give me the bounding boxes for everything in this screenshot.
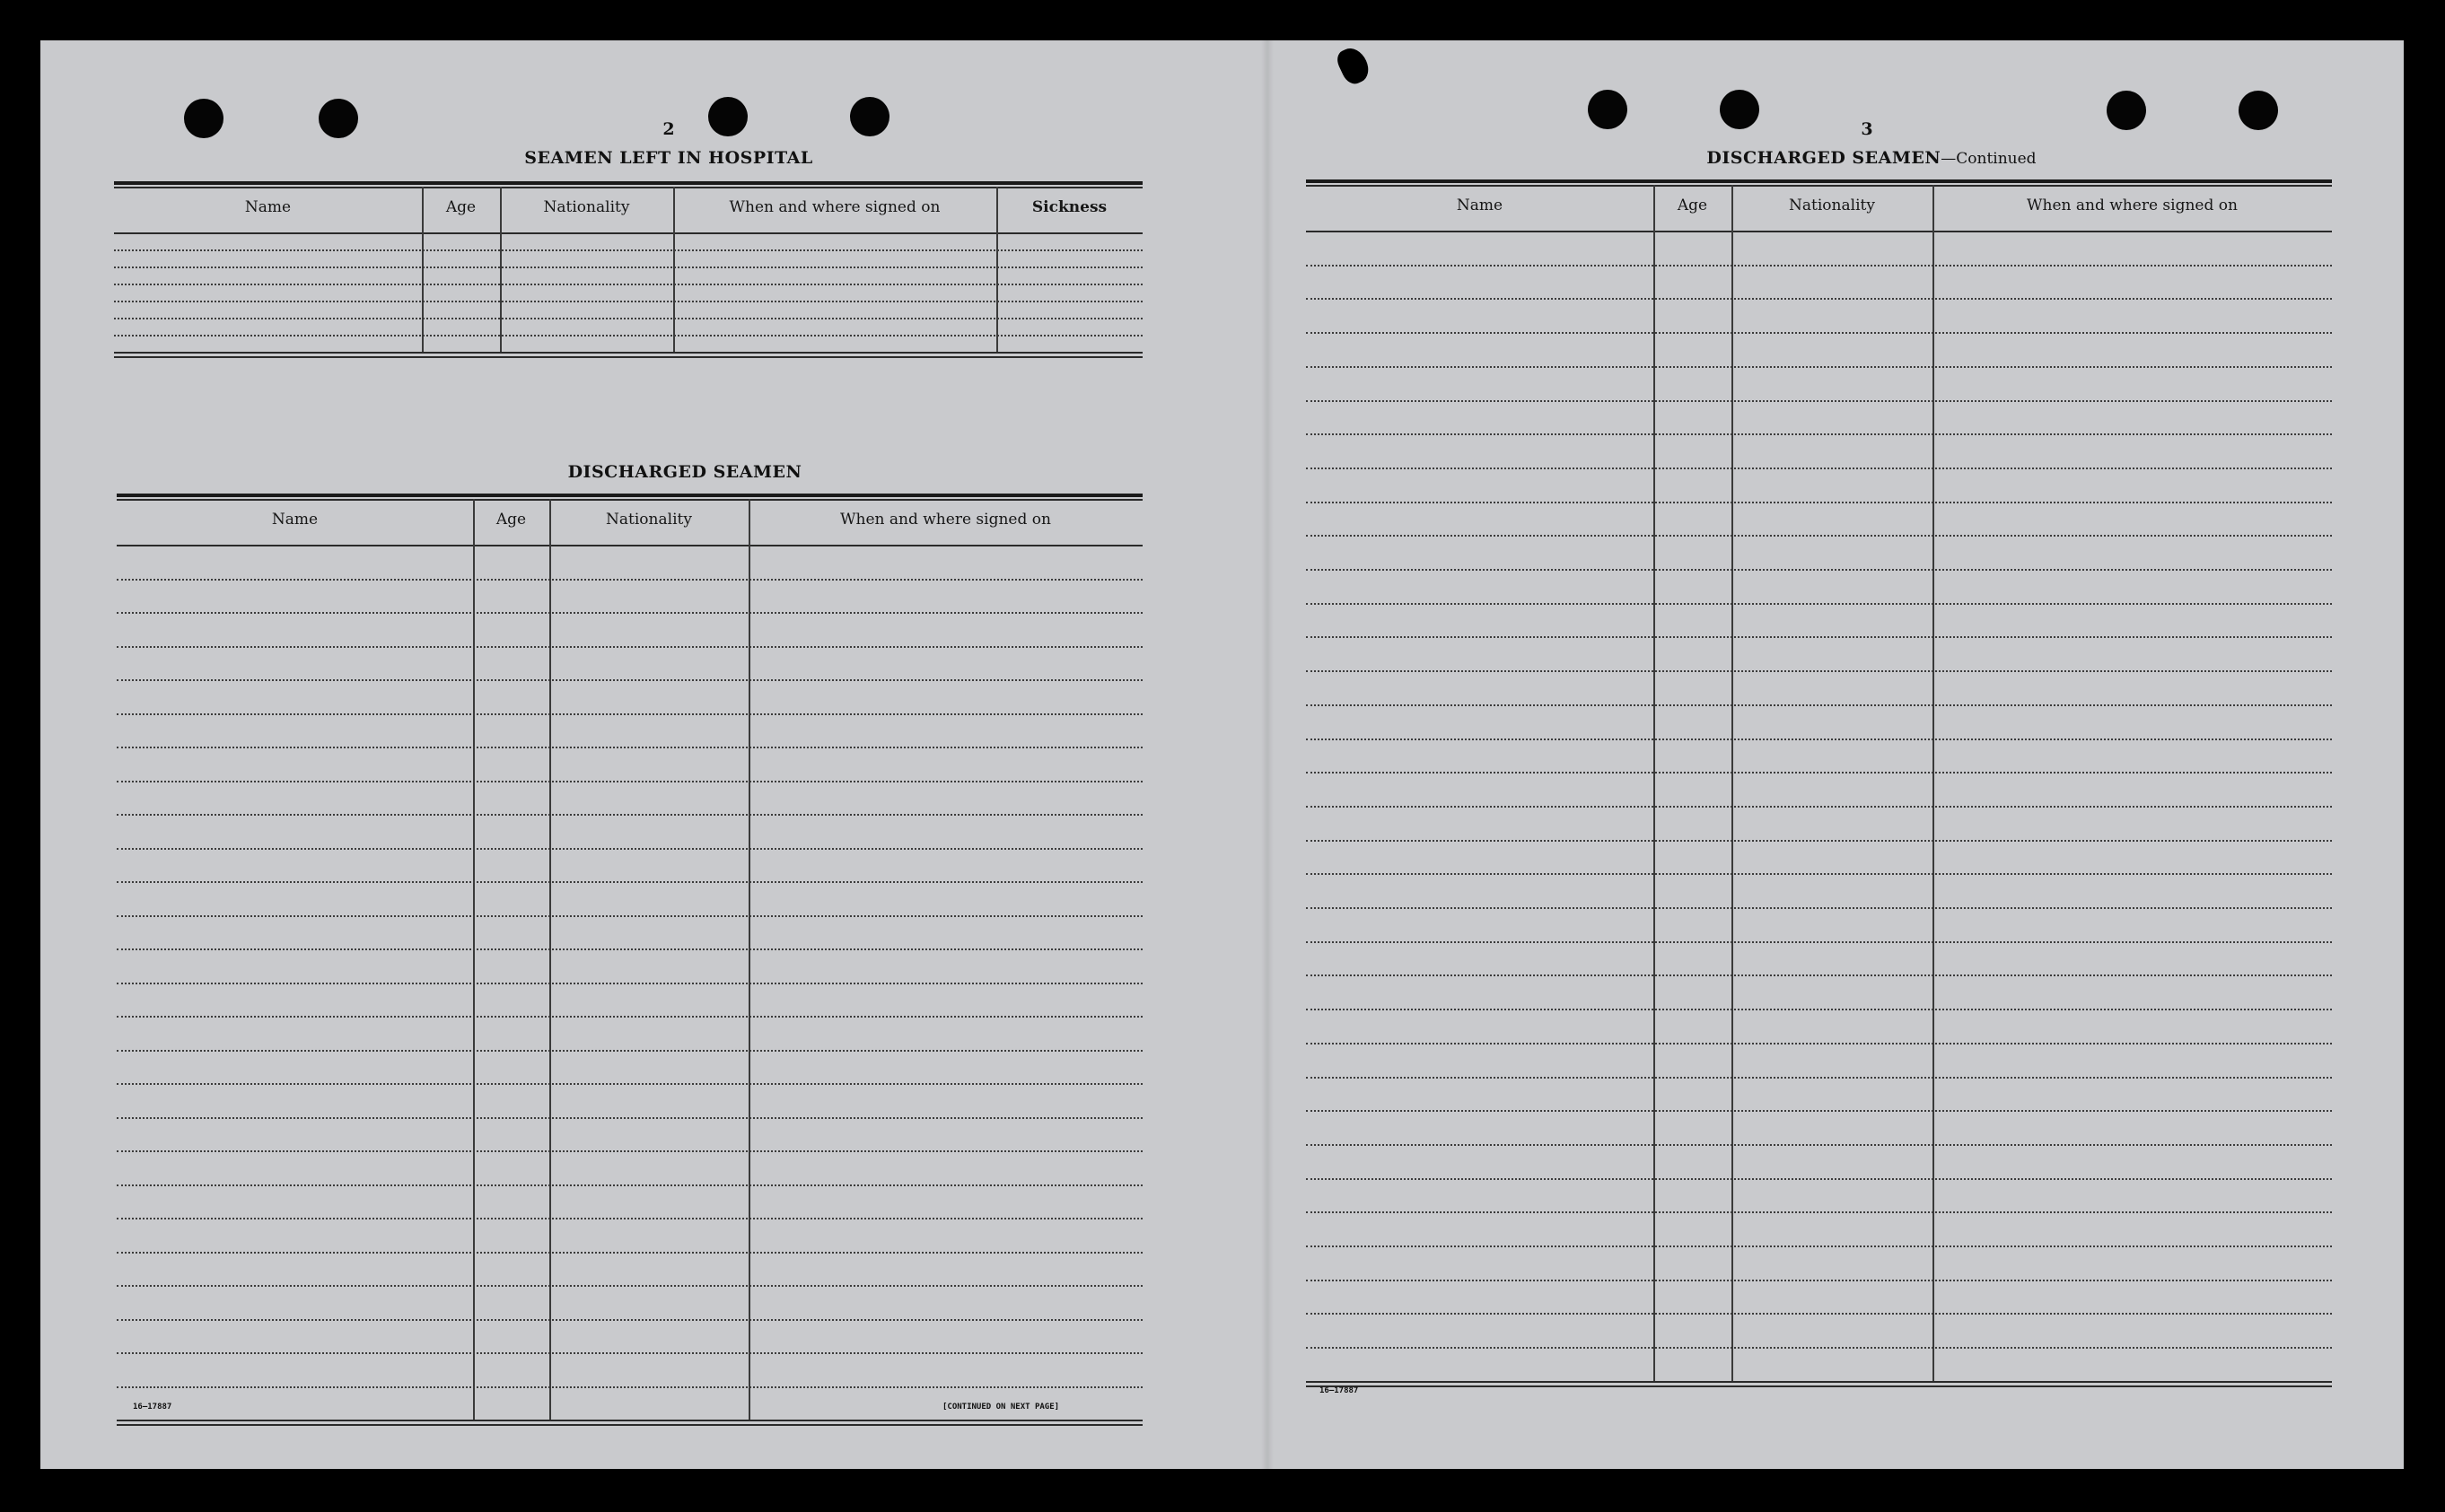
- discharged-entry-row: [117, 679, 1143, 681]
- punch-hole: [2239, 91, 2278, 130]
- discharged-entry-row: [117, 983, 1143, 984]
- hospital-entry-row: [114, 335, 1143, 336]
- discharged-continued-col-age: Age: [1677, 196, 1708, 214]
- discharged-continued-entry-row: [1306, 704, 2332, 706]
- punch-hole: [850, 97, 889, 136]
- discharged-entry-row: [117, 1252, 1143, 1254]
- discharged-continued-entry-row: [1306, 1077, 2332, 1079]
- discharged-continued-entry-row: [1306, 535, 2332, 537]
- punch-hole: [184, 99, 223, 138]
- discharged-continued-entry-row: [1306, 739, 2332, 740]
- discharged-entry-row: [117, 1083, 1143, 1085]
- hospital-entry-row: [114, 318, 1143, 319]
- discharged-continued-column-divider: [1653, 185, 1655, 1383]
- page-number-left: 2: [662, 119, 675, 139]
- discharged-entry-row: [117, 612, 1143, 614]
- hospital-entry-row: [114, 267, 1143, 268]
- hospital-entry-row: [114, 284, 1143, 285]
- discharged-entry-row: [117, 781, 1143, 782]
- discharged-continued-entry-row: [1306, 941, 2332, 943]
- discharged-entry-row: [117, 1285, 1143, 1287]
- discharged-continued-entry-row: [1306, 468, 2332, 469]
- discharged-section-title: DISCHARGED SEAMEN: [567, 462, 802, 482]
- discharged-continued-header-rule: [1306, 231, 2332, 232]
- discharged-continued-entry-row: [1306, 1245, 2332, 1247]
- discharged-entry-row: [117, 881, 1143, 883]
- discharged-continued-col-name: Name: [1456, 196, 1503, 214]
- punch-hole: [2107, 91, 2146, 130]
- discharged-continued-entry-row: [1306, 1211, 2332, 1213]
- discharged-continued-col-nationality: Nationality: [1789, 196, 1875, 214]
- discharged-top-rule-thin: [117, 499, 1143, 501]
- discharged-col-name: Name: [271, 510, 319, 529]
- page-number-right: 3: [1861, 119, 1873, 139]
- discharged-entry-row: [117, 1117, 1143, 1119]
- discharged-continued-entry-row: [1306, 502, 2332, 503]
- discharged-continued-entry-row: [1306, 400, 2332, 402]
- document-sheet: [40, 40, 2404, 1469]
- hospital-entry-row: [114, 301, 1143, 302]
- discharged-header-rule: [117, 545, 1143, 546]
- hospital-column-divider: [422, 187, 424, 354]
- continued-note: [CONTINUED ON NEXT PAGE]: [942, 1403, 1060, 1411]
- discharged-continued-entry-row: [1306, 1280, 2332, 1281]
- discharged-entry-row: [117, 646, 1143, 648]
- discharged-entry-row: [117, 1184, 1143, 1186]
- discharged-continued-entry-row: [1306, 1313, 2332, 1315]
- discharged-continued-entry-row: [1306, 332, 2332, 334]
- hospital-bottom-rule: [114, 352, 1143, 354]
- punch-hole: [1588, 90, 1627, 129]
- discharged-entry-row: [117, 747, 1143, 748]
- discharged-continued-col-when-and-where-signed-on: When and where signed on: [2027, 196, 2238, 214]
- hospital-col-age: Age: [445, 197, 477, 216]
- discharged-continued-entry-row: [1306, 1043, 2332, 1044]
- discharged-continued-entry-row: [1306, 840, 2332, 842]
- discharged-top-rule: [117, 494, 1143, 497]
- discharged-continued-entry-row: [1306, 1144, 2332, 1146]
- discharged-continued-entry-row: [1306, 298, 2332, 300]
- discharged-entry-row: [117, 579, 1143, 581]
- discharged-continued-entry-row: [1306, 366, 2332, 368]
- discharged-bottom-rule-double: [117, 1424, 1143, 1426]
- hospital-entry-row: [114, 249, 1143, 251]
- discharged-entry-row: [117, 713, 1143, 715]
- discharged-bottom-rule: [117, 1420, 1143, 1421]
- discharged-continued-entry-row: [1306, 1347, 2332, 1349]
- discharged-continued-entry-row: [1306, 433, 2332, 435]
- discharged-continued-entry-row: [1306, 636, 2332, 638]
- discharged-continued-entry-row: [1306, 806, 2332, 808]
- hospital-top-rule-thin: [114, 187, 1143, 188]
- discharged-col-age: Age: [495, 510, 527, 529]
- discharged-entry-row: [117, 1386, 1143, 1388]
- discharged-continued-entry-row: [1306, 1178, 2332, 1180]
- hospital-column-divider: [500, 187, 502, 354]
- discharged-column-divider: [473, 499, 475, 1421]
- form-number-right: 16—17887: [1319, 1386, 1359, 1395]
- discharged-continued-entry-row: [1306, 569, 2332, 571]
- hospital-section-title: SEAMEN LEFT IN HOSPITAL: [524, 148, 813, 168]
- discharged-continued-entry-row: [1306, 670, 2332, 672]
- hospital-col-nationality: Nationality: [543, 197, 630, 216]
- hospital-column-divider: [673, 187, 675, 354]
- hospital-column-divider: [996, 187, 998, 354]
- discharged-continued-title-suffix: —Continued: [1941, 150, 2037, 168]
- discharged-entry-row: [117, 848, 1143, 850]
- punch-hole: [319, 99, 358, 138]
- discharged-continued-top-rule-thin: [1306, 185, 2332, 187]
- hospital-col-when-and-where-signed-on: When and where signed on: [729, 197, 941, 216]
- hospital-header-rule: [114, 232, 1143, 234]
- discharged-continued-entry-row: [1306, 907, 2332, 909]
- page-gutter: [1261, 40, 1274, 1469]
- discharged-continued-title-main: DISCHARGED SEAMEN: [1706, 148, 1941, 168]
- discharged-entry-row: [117, 814, 1143, 816]
- hospital-col-name: Name: [244, 197, 292, 216]
- hospital-top-rule: [114, 181, 1143, 185]
- discharged-entry-row: [117, 948, 1143, 950]
- discharged-continued-entry-row: [1306, 603, 2332, 605]
- discharged-continued-top-rule: [1306, 179, 2332, 183]
- discharged-entry-row: [117, 1218, 1143, 1219]
- discharged-continued-bottom-rule: [1306, 1381, 2332, 1383]
- hospital-col-sickness: Sickness: [1031, 197, 1108, 216]
- discharged-entry-row: [117, 1050, 1143, 1052]
- discharged-continued-entry-row: [1306, 772, 2332, 773]
- discharged-continued-entry-row: [1306, 873, 2332, 875]
- discharged-entry-row: [117, 1352, 1143, 1354]
- discharged-column-divider: [549, 499, 551, 1421]
- discharged-entry-row: [117, 1150, 1143, 1152]
- discharged-entry-row: [117, 1319, 1143, 1321]
- discharged-col-nationality: Nationality: [606, 510, 692, 529]
- form-number-left: 16—17887: [133, 1403, 172, 1411]
- discharged-column-divider: [749, 499, 750, 1421]
- discharged-continued-column-divider: [1932, 185, 1934, 1383]
- discharged-continued-entry-row: [1306, 1009, 2332, 1010]
- paper-tear: [1334, 44, 1373, 88]
- punch-hole: [1720, 90, 1759, 129]
- discharged-continued-entry-row: [1306, 1110, 2332, 1112]
- hospital-bottom-rule-double: [114, 356, 1143, 358]
- discharged-entry-row: [117, 1016, 1143, 1018]
- discharged-continued-entry-row: [1306, 265, 2332, 267]
- discharged-continued-bottom-rule-double: [1306, 1385, 2332, 1387]
- discharged-col-when-and-where-signed-on: When and where signed on: [840, 510, 1051, 529]
- discharged-continued-entry-row: [1306, 974, 2332, 976]
- discharged-continued-column-divider: [1731, 185, 1733, 1383]
- discharged-entry-row: [117, 915, 1143, 917]
- discharged-continued-title: [1620, 148, 2123, 168]
